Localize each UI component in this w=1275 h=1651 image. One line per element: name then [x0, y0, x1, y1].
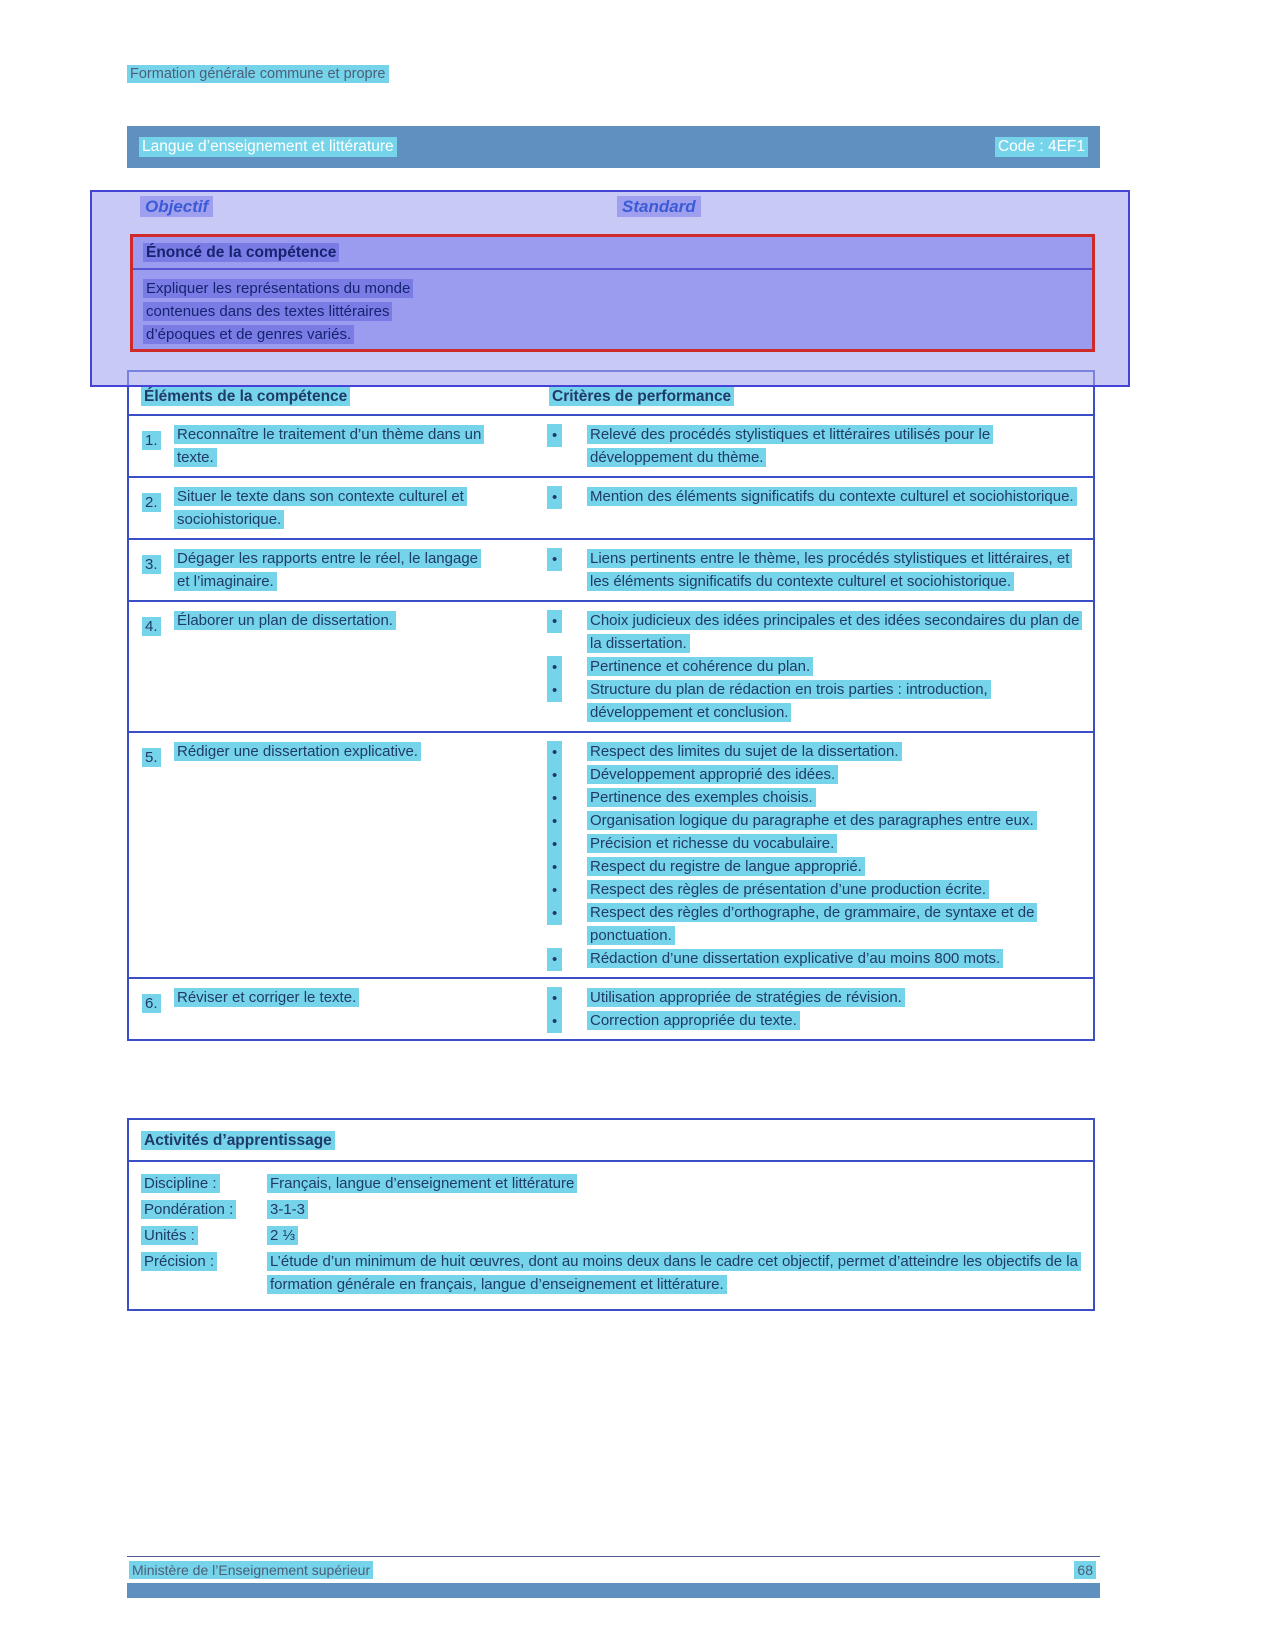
criteria-item: Liens pertinents entre le thème, les procédés stylistiques et littéraires, et les éléments significatifs du contexte culturel et sociohistorique.	[537, 547, 1085, 593]
activities-field-unites	[141, 1224, 1081, 1247]
table-row	[129, 979, 1093, 1039]
footer-ministry-label: Ministère de l’Enseignement supérieur	[129, 1561, 373, 1579]
enonce-body	[133, 270, 1092, 353]
element-number: 1.	[142, 431, 161, 450]
element-text: Reconnaître le traitement d’un thème dans un texte.	[174, 425, 484, 467]
element-text: Situer le texte dans son contexte culturel et sociohistorique.	[174, 487, 467, 529]
document-category-text: Formation générale commune et propre	[127, 65, 389, 83]
column-header-elements: Éléments de la compétence	[129, 385, 537, 408]
footer-accent-bar	[127, 1583, 1100, 1598]
standard-heading: Standard	[617, 197, 701, 217]
enonce-line: Expliquer les représentations du monde	[143, 277, 1082, 300]
activities-field-ponderation	[141, 1198, 1081, 1221]
column-header-criteria: Critères de performance	[537, 385, 1093, 408]
table-row	[129, 602, 1093, 733]
footer-page-number: 68	[1074, 1561, 1096, 1579]
enonce-line: contenues dans des textes littéraires	[143, 300, 1082, 323]
objectif-standard-overlay	[90, 190, 1130, 387]
enonce-line: d’époques et de genres variés.	[143, 323, 1082, 346]
table-row	[129, 733, 1093, 979]
element-number: 6.	[142, 994, 161, 1013]
section-code: Code : 4EF1	[995, 137, 1088, 157]
activities-body	[129, 1162, 1093, 1309]
competence-table	[127, 370, 1095, 1041]
criteria-item: Pertinence et cohérence du plan.	[537, 655, 1085, 678]
footer	[127, 1561, 1100, 1579]
criteria-item: Respect des règles de présentation d’une production écrite.	[537, 878, 1085, 901]
field-value: Français, langue d’enseignement et littérature	[267, 1172, 1081, 1195]
objectif-heading: Objectif	[140, 197, 213, 217]
element-cell	[129, 484, 537, 532]
field-value: 3-1-3	[267, 1198, 1081, 1221]
enonce-title: Énoncé de la compétence	[133, 237, 1092, 270]
element-number: 4.	[142, 617, 161, 636]
table-row	[129, 478, 1093, 540]
element-cell	[129, 608, 537, 725]
element-cell	[129, 739, 537, 971]
criteria-item: Mention des éléments significatifs du contexte culturel et sociohistorique.	[537, 485, 1085, 508]
section-title-bar	[127, 126, 1100, 168]
element-number: 3.	[142, 555, 161, 574]
section-title: Langue d’enseignement et littérature	[139, 137, 397, 157]
element-number: 2.	[142, 493, 161, 512]
footer-divider	[127, 1556, 1100, 1557]
document-category-label	[127, 66, 389, 82]
criteria-item: Développement approprié des idées.	[537, 763, 1085, 786]
criteria-item: Rédaction d’une dissertation explicative d’au moins 800 mots.	[537, 947, 1085, 970]
element-text: Élaborer un plan de dissertation.	[174, 611, 396, 630]
criteria-cell	[537, 739, 1093, 971]
element-number: 5.	[142, 748, 161, 767]
criteria-cell	[537, 985, 1093, 1033]
element-cell	[129, 985, 537, 1033]
criteria-item: Choix judicieux des idées principales et des idées secondaires du plan de la dissertation.	[537, 609, 1085, 655]
element-text: Rédiger une dissertation explicative.	[174, 742, 421, 761]
criteria-cell	[537, 608, 1093, 725]
element-cell	[129, 422, 537, 470]
criteria-item: Respect des règles d’orthographe, de grammaire, de syntaxe et de ponctuation.	[537, 901, 1085, 947]
criteria-item: Précision et richesse du vocabulaire.	[537, 832, 1085, 855]
criteria-item: Correction appropriée du texte.	[537, 1009, 1085, 1032]
criteria-item: Pertinence des exemples choisis.	[537, 786, 1085, 809]
field-label: Unités :	[141, 1224, 267, 1247]
criteria-item: Organisation logique du paragraphe et des paragraphes entre eux.	[537, 809, 1085, 832]
activities-title: Activités d’apprentissage	[129, 1120, 1093, 1162]
field-value: L’étude d’un minimum de huit œuvres, dont au moins deux dans le cadre cet objectif, permet d’atteindre les objectifs de la formation générale en français, langue d’enseignement et littérature.	[267, 1250, 1081, 1296]
enonce-competence-box	[130, 234, 1095, 352]
activities-field-precision	[141, 1250, 1081, 1296]
criteria-item: Respect des limites du sujet de la dissertation.	[537, 740, 1085, 763]
criteria-cell	[537, 484, 1093, 532]
field-label: Discipline :	[141, 1172, 267, 1195]
field-value: 2 ⅓	[267, 1224, 1081, 1247]
criteria-cell	[537, 422, 1093, 470]
activities-field-discipline	[141, 1172, 1081, 1195]
element-cell	[129, 546, 537, 594]
table-row	[129, 540, 1093, 602]
element-text: Dégager les rapports entre le réel, le langage et l’imaginaire.	[174, 549, 481, 591]
element-text: Réviser et corriger le texte.	[174, 988, 359, 1007]
criteria-item: Relevé des procédés stylistiques et littéraires utilisés pour le développement du thème.	[537, 423, 1085, 469]
criteria-item: Respect du registre de langue approprié.	[537, 855, 1085, 878]
criteria-item: Structure du plan de rédaction en trois parties : introduction, développement et conclusion.	[537, 678, 1085, 724]
criteria-cell	[537, 546, 1093, 594]
activities-box	[127, 1118, 1095, 1311]
table-row	[129, 416, 1093, 478]
field-label: Précision :	[141, 1250, 267, 1296]
criteria-item: Utilisation appropriée de stratégies de révision.	[537, 986, 1085, 1009]
field-label: Pondération :	[141, 1198, 267, 1221]
